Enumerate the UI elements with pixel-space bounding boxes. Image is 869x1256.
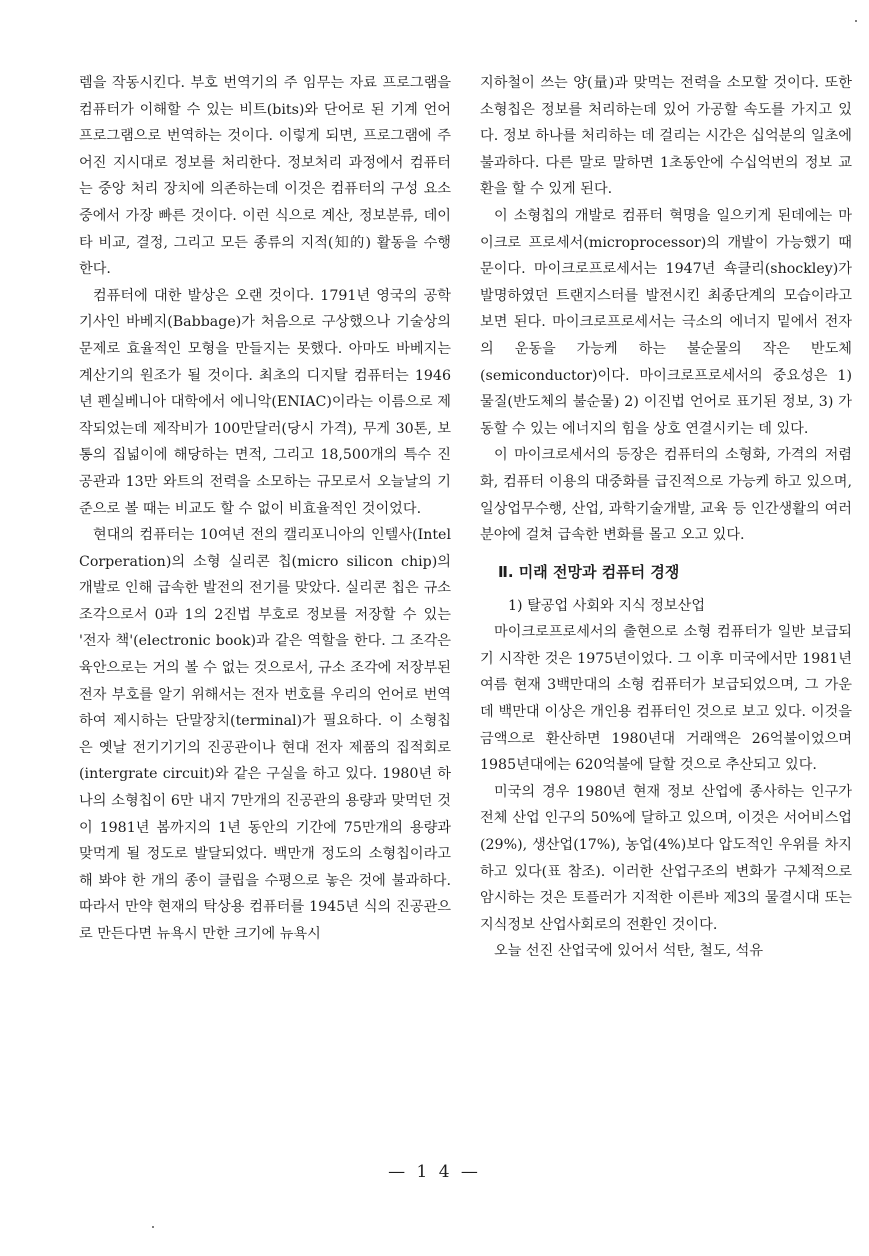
paragraph: 컴퓨터에 대한 발상은 오랜 것이다. 1791년 영국의 공학 기사인 바베지(Babbage)가 처음으로 구상했으나 기술상의 문제로 효율적인 모형을 만들지는 못했다. 아마도 바베지는 계산기의 원조가 될 것이다. 최초의 디지탈 컴퓨터는 1946년 펜실베니아 대학에서 에니악(ENIAC)이라는 이름으로 제작되었는데 제작비가 100만달러(당시 가격), 무게 30톤, 보통의 집넓이에 해당하는 면적, 그리고 18,500개의 특수 진공관과 13만 와트의 전력을 소모하는 규모로서 오늘날의 기준으로 볼 때는 비교도 할 수 없이 비효율적인 것이었다. [79, 287, 451, 517]
scan-speck [152, 1226, 154, 1228]
scan-speck [855, 20, 857, 22]
page-number: — 1 4 — [388, 1162, 481, 1182]
paragraph: 오늘 선진 산업국에 있어서 석탄, 철도, 석유 [494, 943, 764, 960]
paragraph: 이 소형칩의 개발로 컴퓨터 혁명을 일으키게 된데에는 마이크로 프로세서(microprocessor)의 개발이 가능했기 때문이다. 마이크로프로세서는 1947년 쇽클리(shockley)가 발명하였던 트랜지스터를 발전시킨 최종단계의 모습이라고 보면 된다. 마이크로프로세서는 극소의 에너지 밑에서 전자의 운동을 가능케 하는 불순물의 작은 반도체(semiconductor)이다. 마이크로프로세서의 중요성은 1) 물질(반도체의 불순물) 2) 이진법 언어로 표기된 정보, 3) 가동할 수 있는 에너지의 힘을 상호 연결시키는 데 있다. [480, 207, 852, 437]
paragraph: 지하철이 쓰는 양(量)과 맞먹는 전력을 소모할 것이다. 또한 소형칩은 정보를 처리하는데 있어 가공할 속도를 가지고 있다. 정보 하나를 처리하는 데 걸리는 시간은 십억분의 일초에 불과하다. 다른 말로 말하면 1초동안에 수십억번의 정보 교환을 할 수 있게 된다. [480, 75, 852, 198]
left-column [79, 70, 451, 948]
paragraph: 마이크로프로세서의 출현으로 소형 컴퓨터가 일반 보급되기 시작한 것은 1975년이었다. 그 이후 미국에서만 1981년 여름 현재 3백만대의 소형 컴퓨터가 보급되었으며, 그 가운데 백만대 이상은 개인용 컴퓨터인 것으로 보고 있다. 이것을 금액으로 환산하면 1980년대 거래액은 26억불이었으며 1985년대에는 620억불에 달할 것으로 추산되고 있다. [480, 624, 852, 774]
subsection-heading: 1) 탈공업 사회와 지식 정보산업 [508, 597, 706, 614]
paragraph: 미국의 경우 1980년 현재 정보 산업에 종사하는 인구가 전체 산업 인구의 50%에 달하고 있으며, 이것은 서어비스업(29%), 생산업(17%), 농업(4%)보다 압도적인 우위를 차지하고 있다(표 참조). 이러한 산업구조의 변화가 구체적으로 암시하는 것은 토플러가 지적한 이른바 제3의 물결시대 또는 지식정보 산업사회로의 전환인 것이다. [480, 783, 852, 933]
section-heading: Ⅱ. 미래 전망과 컴퓨터 경쟁 [498, 562, 680, 581]
paragraph: 렘을 작동시킨다. 부호 번역기의 주 임무는 자료 프로그램을 컴퓨터가 이해할 수 있는 비트(bits)와 단어로 된 기계 언어 프로그램으로 번역하는 것이다. 이렇게 되면, 프로그램에 주어진 지시대로 정보를 처리한다. 정보처리 과정에서 컴퓨터는 중앙 처리 장치에 의존하는데 이것은 컴퓨터의 구성 요소 중에서 가장 빠른 것이다. 이런 식으로 계산, 정보분류, 데이타 비교, 결정, 그리고 모든 종류의 지적(知的) 활동을 수행한다. [79, 75, 451, 278]
paragraph: 이 마이크로세서의 등장은 컴퓨터의 소형화, 가격의 저렴화, 컴퓨터 이용의 대중화를 급진적으로 가능케 하고 있으며, 일상업무수행, 산업, 과학기술개발, 교육 등 인간생활의 여러 분야에 걸쳐 급속한 변화를 몰고 오고 있다. [480, 447, 852, 544]
paragraph: 현대의 컴퓨터는 10여년 전의 캘리포니아의 인텔사(Intel Corperation)의 소형 실리콘 칩(micro silicon chip)의 개발로 인해 급속한 발전의 전기를 맞았다. 실리콘 칩은 규소 조각으로서 0과 1의 2진법 부호로 정보를 저장할 수 있는 '전자 책'(electronic book)과 같은 역할을 한다. 그 조각은 육안으로는 거의 볼 수 없는 것으로서, 규소 조각에 저장부된 전자 부호를 알기 위해서는 전자 번호를 우리의 언어로 번역하여 제시하는 단말장치(terminal)가 필요하다. 이 소형칩은 옛날 전기기기의 진공관이나 현대 전자 제품의 집적회로(intergrate circuit)와 같은 구실을 하고 있다. 1980년 하나의 소형칩이 6만 내지 7만개의 진공관의 용량과 맞먹던 것이 1981년 봄까지의 1년 동안의 기간에 75만개의 용량과 맞먹게 될 정도로 발달되었다. 백만개 정도의 소형칩이라고 해 봐야 한 개의 종이 클립을 수평으로 놓은 것에 불과하다. 따라서 만약 현재의 탁상용 컴퓨터를 1945년 식의 진공관으로 만든다면 뉴욕시 만한 크기에 뉴욕시 [79, 527, 451, 942]
right-column [480, 70, 852, 965]
